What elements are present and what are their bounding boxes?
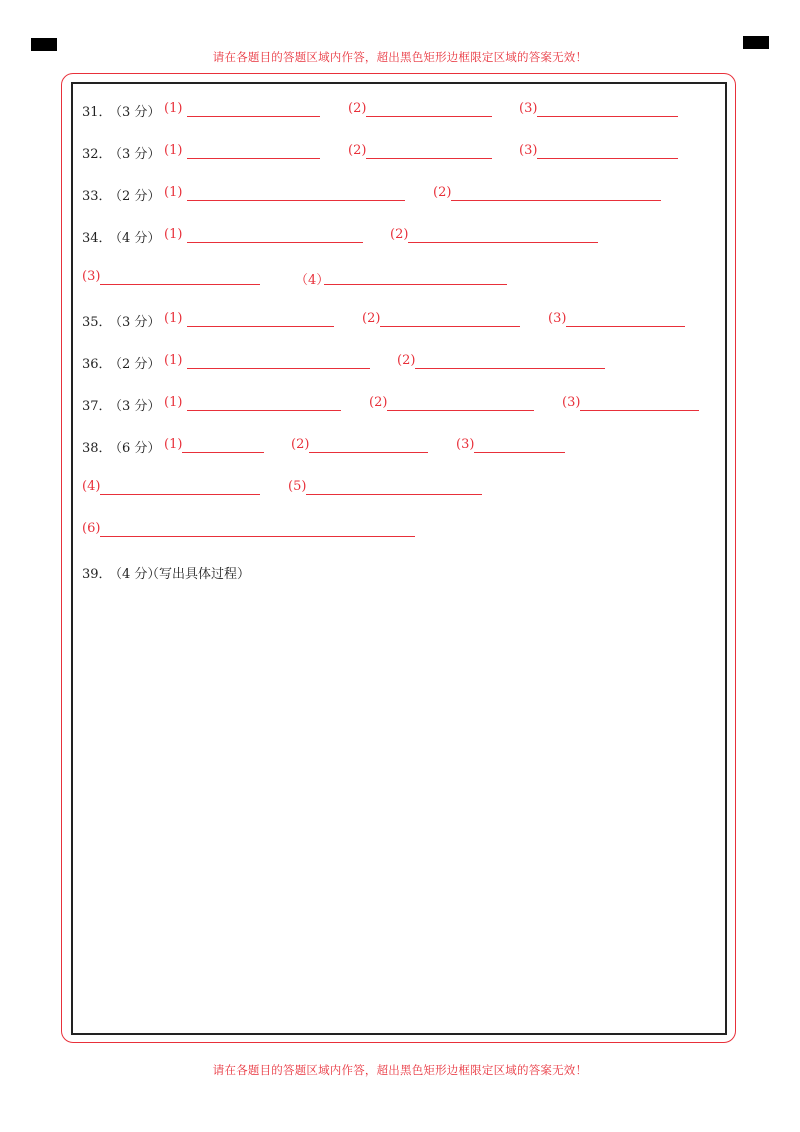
question-number: 36．	[82, 357, 112, 372]
blank-label-3: (3)	[456, 437, 475, 452]
question-number: 38．	[82, 441, 112, 456]
answer-blank-3[interactable]	[566, 326, 685, 327]
blank-label-2: (2)	[348, 101, 367, 116]
answer-blank-1[interactable]	[187, 116, 320, 117]
blank-label-1: (1)	[164, 395, 183, 410]
question-number: 35．	[82, 315, 112, 330]
blank-label-2: (2)	[362, 311, 381, 326]
blank-label-2: (2)	[433, 185, 452, 200]
question-score: （4 分）	[109, 231, 161, 246]
answer-blank-1[interactable]	[187, 326, 334, 327]
answer-blank-2[interactable]	[408, 242, 598, 243]
question-number: 33．	[82, 189, 112, 204]
answer-blank-4[interactable]	[324, 284, 507, 285]
question-score: （3 分）	[109, 147, 161, 162]
blank-label-2: (2)	[390, 227, 409, 242]
answer-blank-3[interactable]	[474, 452, 565, 453]
question-number: 37．	[82, 399, 112, 414]
blank-label-1: (1)	[164, 353, 183, 368]
answer-blank-1[interactable]	[187, 242, 363, 243]
blank-label-3: (3)	[562, 395, 581, 410]
answer-blank-3[interactable]	[537, 158, 678, 159]
corner-marker-right	[743, 36, 769, 49]
blank-label-1: (1)	[164, 311, 183, 326]
blank-label-1: (1)	[164, 227, 183, 242]
question-score: （3 分）	[109, 399, 161, 414]
answer-blank-1[interactable]	[187, 158, 320, 159]
answer-blank-1[interactable]	[187, 410, 341, 411]
answer-blank-2[interactable]	[309, 452, 428, 453]
blank-label-4: （4）	[295, 273, 330, 288]
answer-blank-1[interactable]	[187, 368, 370, 369]
answer-blank-5[interactable]	[306, 494, 482, 495]
answer-blank-3[interactable]	[100, 284, 260, 285]
question-number: 32．	[82, 147, 112, 162]
blank-label-6: (6)	[82, 521, 101, 536]
blank-label-1: (1)	[164, 185, 183, 200]
notice-top: 请在各题目的答题区域内作答，超出黑色矩形边框限定区域的答案无效！	[212, 50, 588, 64]
question-score: （2 分）	[109, 189, 161, 204]
working-instruction: （写出具体过程）	[146, 567, 251, 582]
question-number: 39．	[82, 567, 112, 582]
answer-blank-3[interactable]	[580, 410, 699, 411]
blank-label-2: (2)	[397, 353, 416, 368]
question-score: （3 分）	[109, 105, 161, 120]
blank-label-1: (1)	[164, 143, 183, 158]
question-score: （4 分）	[109, 567, 161, 582]
question-score: （3 分）	[109, 315, 161, 330]
answer-blank-2[interactable]	[415, 368, 605, 369]
blank-label-3: (3)	[519, 101, 538, 116]
answer-blank-1[interactable]	[187, 200, 405, 201]
blank-label-2: (2)	[291, 437, 310, 452]
blank-label-3: (3)	[82, 269, 101, 284]
blank-label-2: (2)	[348, 143, 367, 158]
blank-label-1: (1)	[164, 437, 183, 452]
question-score: （2 分）	[109, 357, 161, 372]
blank-label-3: (3)	[519, 143, 538, 158]
question-score: （6 分）	[109, 441, 161, 456]
blank-label-1: (1)	[164, 101, 183, 116]
question-number: 34．	[82, 231, 112, 246]
answer-blank-6[interactable]	[100, 536, 415, 537]
answer-blank-2[interactable]	[380, 326, 520, 327]
answer-blank-2[interactable]	[387, 410, 534, 411]
answer-blank-2[interactable]	[451, 200, 661, 201]
answer-blank-3[interactable]	[537, 116, 678, 117]
answer-blank-2[interactable]	[366, 158, 492, 159]
blank-label-4: (4)	[82, 479, 101, 494]
answer-blank-1[interactable]	[182, 452, 264, 453]
answer-blank-2[interactable]	[366, 116, 492, 117]
free-response-area[interactable]	[80, 590, 716, 1020]
blank-label-3: (3)	[548, 311, 567, 326]
question-number: 31．	[82, 105, 112, 120]
answer-blank-4[interactable]	[100, 494, 260, 495]
notice-bottom: 请在各题目的答题区域内作答，超出黑色矩形边框限定区域的答案无效！	[212, 1063, 588, 1077]
blank-label-2: (2)	[369, 395, 388, 410]
blank-label-5: (5)	[288, 479, 307, 494]
